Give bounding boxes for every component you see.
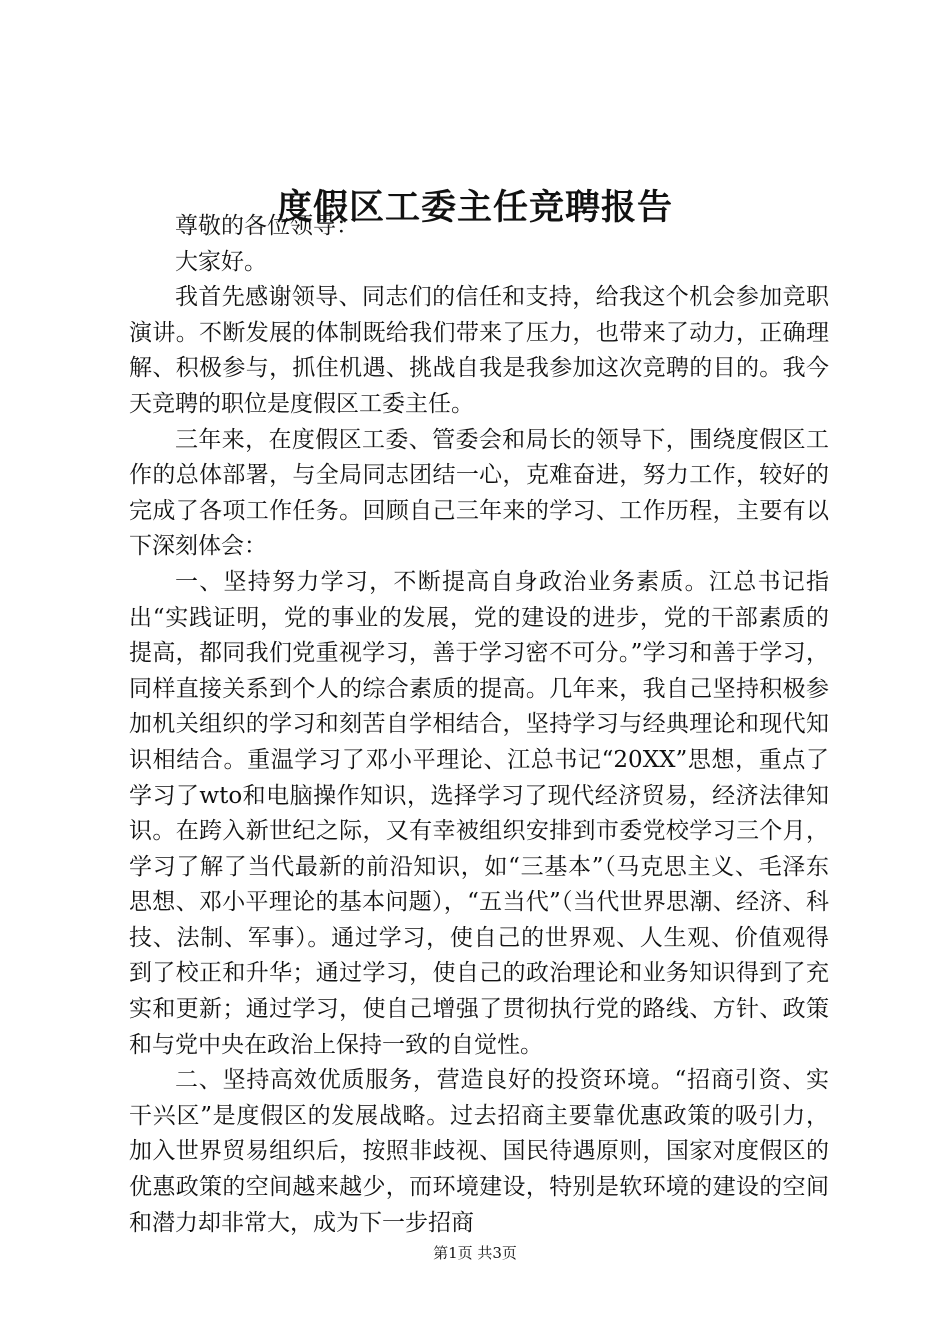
paragraph-review: 三年来，在度假区工委、管委会和局长的领导下，围绕度假区工作的总体部署，与全局同志团结一心，克难奋进，努力工作，较好的完成了各项工作任务。回顾自己三年来的学习、工作历程，主要有以下深刻体会： [129,426,829,560]
paragraph-intro: 我首先感谢领导、同志们的信任和支持，给我这个机会参加竞职演讲。不断发展的体制既给我们带来了压力，也带来了动力，正确理解、积极参与，抓住机遇、挑战自我是我参加这次竞聘的目的。我今天竞聘的职位是度假区工委主任。 [129,284,829,417]
salutation: 尊敬的各位领导： [175,213,359,239]
paragraph-study: 一、坚持努力学习，不断提高自身政治业务素质。江总书记指出“实践证明，党的事业的发展，党的建设的进步，党的干部素质的提高，都同我们党重视学习，善于学习密不可分。”学习和善于学习，同样直接关系到个人的综合素质的提高。几年来，我自己坚持积极参加机关组织的学习和刻苦自学相结合，坚持学习与经典理论和现代知识相结合。重温学习了邓小平理论、江总书记“20XX”思想，重点了学习了wto和电脑操作知识，选择学习了现代经济贸易，经济法律知识。在跨入新世纪之际，又有幸被组织安排到市委党校学习三个月，学习了解了当代最新的前沿知识，如“三基本”（马克思主义、毛泽东思想、邓小平理论的基本问题），“五当代”（当代世界思潮、经济、科技、法制、军事）。通过学习，使自己的世界观、人生观、价值观得到了校正和升华；通过学习，使自己的政治理论和业务知识得到了充实和更新；通过学习，使自己增强了贯彻执行党的路线、方针、政策和与党中央在政治上保持一致的自觉性。 [129,568,829,1058]
document-title: 度假区工委主任竞聘报告 [276,187,673,228]
page-footer: 第1页 共3页 [433,1244,517,1262]
greeting: 大家好。 [175,248,267,275]
paragraph-service: 二、坚持高效优质服务，营造良好的投资环境。“招商引资、实干兴区”是度假区的发展战略。过去招商主要靠优惠政策的吸引力，加入世界贸易组织后，按照非歧视、国民待遇原则，国家对度假区的优惠政策的空间越来越少，而环境建设，特别是软环境的建设的空间和潜力却非常大，成为下一步招商 [129,1067,829,1236]
document-body [129,209,829,1241]
